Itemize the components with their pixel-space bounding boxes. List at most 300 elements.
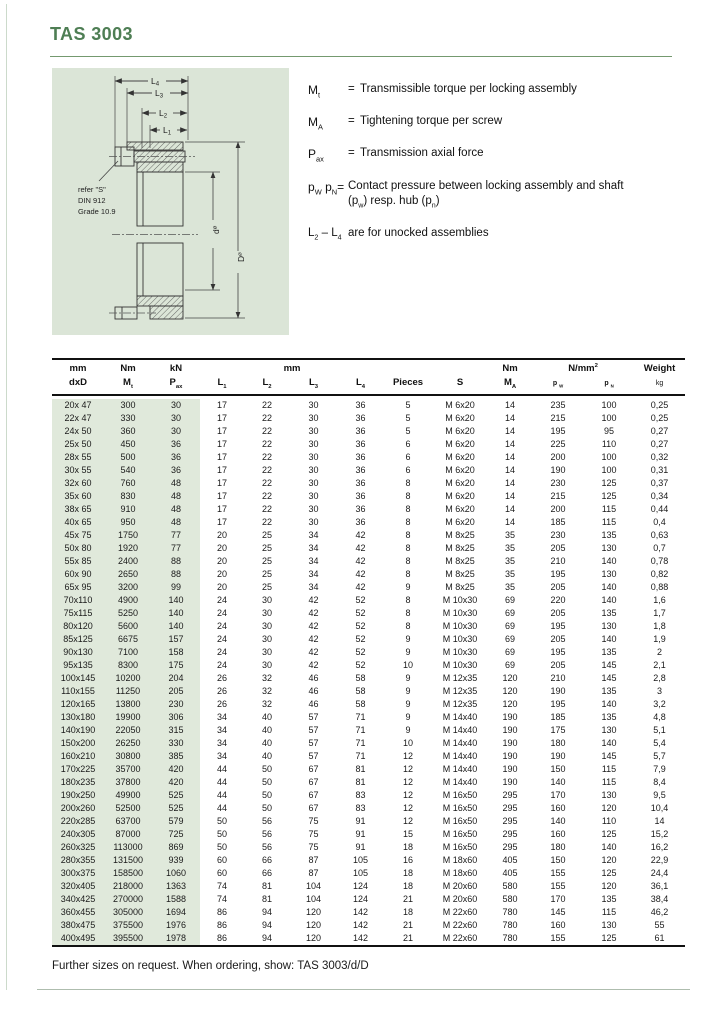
table-row xyxy=(52,477,685,490)
table-cell: 26 xyxy=(216,699,227,709)
table-cell: 155 xyxy=(550,868,566,878)
table-cell: 270000 xyxy=(104,893,152,906)
table-cell: 195 xyxy=(550,426,566,436)
table-cell: 20 xyxy=(216,569,227,579)
col-pax: $P_{ax}$ xyxy=(152,375,200,395)
table-cell: 30 xyxy=(261,647,272,657)
table-cell: M 14x40 xyxy=(442,764,478,774)
table-cell: 260x325 xyxy=(52,841,104,854)
table-cell: 1976 xyxy=(152,919,200,932)
table-cell: 30 xyxy=(308,478,319,488)
table-cell: 14 xyxy=(505,465,516,475)
table-cell: 30 xyxy=(261,660,272,670)
table-cell: 190 xyxy=(550,465,566,475)
footer-divider xyxy=(37,989,690,990)
table-cell: 8 xyxy=(405,530,411,540)
unit-mm-lengths: mm xyxy=(283,363,301,374)
table-cell: 205 xyxy=(550,608,566,618)
table-cell: 395500 xyxy=(104,932,152,946)
table-cell: 36 xyxy=(355,517,366,527)
table-cell: 525 xyxy=(152,802,200,815)
table-cell: 35 xyxy=(505,530,516,540)
table-cell: 30 xyxy=(152,399,200,412)
table-cell: 75 xyxy=(308,829,319,839)
table-cell: 30 xyxy=(308,504,319,514)
table-cell: M 6x20 xyxy=(445,439,475,449)
table-cell: 120 xyxy=(502,699,518,709)
table-cell: 780 xyxy=(502,907,518,917)
table-cell: 81 xyxy=(355,764,366,774)
table-cell: 74 xyxy=(216,894,227,904)
table-cell: 130 xyxy=(601,725,617,735)
table-cell: 12 xyxy=(403,764,414,774)
table-cell: 88 xyxy=(152,555,200,568)
table-cell: 60 xyxy=(216,868,227,878)
table-cell: 44 xyxy=(216,777,227,787)
table-cell: 190 xyxy=(550,686,566,696)
table-cell: 36 xyxy=(355,478,366,488)
table-cell: 195 xyxy=(550,647,566,657)
table-cell: 6 xyxy=(405,465,411,475)
table-cell: 1588 xyxy=(152,893,200,906)
table-cell: 145 xyxy=(550,907,566,917)
table-cell: M 8x25 xyxy=(445,530,475,540)
table-cell: 67 xyxy=(308,790,319,800)
table-cell: 17 xyxy=(216,452,227,462)
table-cell: 48 xyxy=(152,477,200,490)
table-cell: 1363 xyxy=(152,880,200,893)
table-cell: 55 xyxy=(654,920,665,930)
table-cell: M 8x25 xyxy=(445,582,475,592)
table-cell: 140 xyxy=(152,607,200,620)
table-cell: 158500 xyxy=(104,867,152,880)
table-cell: M 14x40 xyxy=(442,725,478,735)
table-cell: M 6x20 xyxy=(445,465,475,475)
table-cell: 25 xyxy=(261,582,272,592)
table-cell: 5,7 xyxy=(653,751,666,761)
table-cell: 142 xyxy=(353,907,369,917)
table-cell: 34 xyxy=(216,751,227,761)
table-cell: 105 xyxy=(353,855,369,865)
table-cell: 42 xyxy=(308,621,319,631)
table-cell: 36 xyxy=(355,439,366,449)
table-cell: M 16x50 xyxy=(442,829,478,839)
table-cell: 30 xyxy=(308,413,319,423)
table-row xyxy=(52,451,685,464)
table-cell: 230 xyxy=(550,478,566,488)
table-cell: 140 xyxy=(601,842,617,852)
table-cell: 24x 50 xyxy=(52,425,104,438)
table-cell: 58 xyxy=(355,699,366,709)
table-cell: 50 xyxy=(261,777,272,787)
table-cell: 142 xyxy=(353,933,369,943)
table-cell: 8 xyxy=(405,569,411,579)
table-cell: 40 xyxy=(261,725,272,735)
unit-nm-ma: Nm xyxy=(502,363,518,374)
table-cell: 25 xyxy=(261,556,272,566)
table-cell: 24 xyxy=(216,634,227,644)
table-cell: 140 xyxy=(601,699,617,709)
table-cell: 30 xyxy=(261,634,272,644)
table-cell: 125 xyxy=(601,478,617,488)
table-cell: 34 xyxy=(216,712,227,722)
table-cell: 0,31 xyxy=(650,465,669,475)
table-cell: 6 xyxy=(405,439,411,449)
table-cell: 0,7 xyxy=(653,543,666,553)
unit-kn: kN xyxy=(169,363,183,374)
table-cell: 0,27 xyxy=(650,439,669,449)
table-cell: 190 xyxy=(502,777,518,787)
table-row xyxy=(52,880,685,893)
table-cell: 25x 50 xyxy=(52,438,104,451)
table-cell: 44 xyxy=(216,764,227,774)
table-cell: 9,5 xyxy=(653,790,666,800)
table-cell: 50x 80 xyxy=(52,542,104,555)
table-cell: 8 xyxy=(405,543,411,553)
table-cell: 34 xyxy=(216,738,227,748)
table-cell: 36,1 xyxy=(650,881,669,891)
unit-nm: Nm xyxy=(120,363,136,374)
col-pw: p $_W$ xyxy=(532,375,584,395)
table-cell: M 10x30 xyxy=(442,647,478,657)
table-cell: 87000 xyxy=(104,828,152,841)
table-cell: 125 xyxy=(601,933,617,943)
table-cell: 110 xyxy=(601,816,617,826)
table-row xyxy=(52,399,685,412)
table-cell: 42 xyxy=(355,530,366,540)
table-cell: 295 xyxy=(502,803,518,813)
table-cell: 10 xyxy=(403,660,414,670)
table-cell: 24 xyxy=(216,608,227,618)
table-cell: 22 xyxy=(261,465,272,475)
legend-text-mt: Transmissible torque per locking assembly xyxy=(360,83,577,95)
table-cell: 34 xyxy=(308,556,319,566)
table-cell: 74 xyxy=(216,881,227,891)
table-cell: 9 xyxy=(405,647,411,657)
table-cell: 26 xyxy=(216,686,227,696)
table-cell: 225 xyxy=(550,439,566,449)
table-cell: 42 xyxy=(308,634,319,644)
table-cell: 185 xyxy=(550,517,566,527)
table-cell: 0,78 xyxy=(650,556,669,566)
table-cell: 17 xyxy=(216,478,227,488)
table-row xyxy=(52,672,685,685)
table-cell: 235 xyxy=(550,400,566,410)
table-cell: 83 xyxy=(355,790,366,800)
table-cell: 14 xyxy=(505,517,516,527)
table-cell: 34 xyxy=(216,725,227,735)
table-row xyxy=(52,854,685,867)
table-cell: 52500 xyxy=(104,802,152,815)
table-cell: 939 xyxy=(152,854,200,867)
table-cell: M 20x60 xyxy=(442,881,478,891)
table-cell: 540 xyxy=(104,464,152,477)
table-cell: 57 xyxy=(308,751,319,761)
table-cell: 115 xyxy=(601,907,617,917)
dim-label-D: D⌀ xyxy=(236,252,246,262)
table-cell: 20 xyxy=(216,582,227,592)
table-cell: 30 xyxy=(308,439,319,449)
table-cell: 40x 65 xyxy=(52,516,104,529)
table-cell: 2,8 xyxy=(653,673,666,683)
table-cell: 295 xyxy=(502,816,518,826)
table-row xyxy=(52,802,685,815)
table-cell: 17 xyxy=(216,400,227,410)
table-cell: M 6x20 xyxy=(445,452,475,462)
table-cell: 42 xyxy=(355,543,366,553)
table-cell: 170 xyxy=(550,894,566,904)
table-cell: 30 xyxy=(308,517,319,527)
table-cell: 30 xyxy=(261,621,272,631)
table-cell: 42 xyxy=(355,556,366,566)
table-cell: 110x155 xyxy=(52,685,104,698)
table-row xyxy=(52,581,685,594)
table-cell: 9 xyxy=(405,712,411,722)
table-cell: 205 xyxy=(550,660,566,670)
table-cell: 385 xyxy=(152,750,200,763)
table-row xyxy=(52,685,685,698)
table-cell: 205 xyxy=(550,634,566,644)
table-cell: 300x375 xyxy=(52,867,104,880)
table-cell: 18 xyxy=(403,868,414,878)
table-cell: M 22x60 xyxy=(442,920,478,930)
table-cell: 579 xyxy=(152,815,200,828)
table-cell: 305000 xyxy=(104,906,152,919)
table-cell: 95 xyxy=(604,426,615,436)
table-cell: 180x235 xyxy=(52,776,104,789)
table-cell: 46,2 xyxy=(650,907,669,917)
table-cell: M 16x50 xyxy=(442,816,478,826)
col-ma: $M_A$ xyxy=(488,375,532,395)
table-row xyxy=(52,789,685,802)
col-kg: kg xyxy=(634,375,685,395)
locking-assembly-drawing xyxy=(52,68,289,335)
table-cell: 70x110 xyxy=(52,594,104,607)
table-row xyxy=(52,815,685,828)
table-cell: 94 xyxy=(261,907,272,917)
table-cell: 140 xyxy=(550,816,566,826)
table-cell: 360 xyxy=(104,425,152,438)
table-cell: 52 xyxy=(355,647,366,657)
table-cell: 36 xyxy=(152,438,200,451)
table-cell: 8 xyxy=(405,595,411,605)
table-cell: 94 xyxy=(261,933,272,943)
table-cell: 1,8 xyxy=(653,621,666,631)
table-cell: 130 xyxy=(601,621,617,631)
table-cell: 12 xyxy=(403,816,414,826)
table-cell: 24 xyxy=(216,621,227,631)
table-cell: 18 xyxy=(403,907,414,917)
table-cell: M 10x30 xyxy=(442,634,478,644)
table-cell: 140 xyxy=(550,777,566,787)
table-row xyxy=(52,438,685,451)
legend-item-mt xyxy=(308,82,708,98)
table-cell: M 14x40 xyxy=(442,751,478,761)
table-cell: 12 xyxy=(403,777,414,787)
table-cell: 20 xyxy=(216,543,227,553)
table-cell: 22 xyxy=(261,413,272,423)
table-cell: 81 xyxy=(261,894,272,904)
table-cell: 0,44 xyxy=(650,504,669,514)
table-cell: 135 xyxy=(601,647,617,657)
table-cell: 100 xyxy=(601,400,617,410)
table-cell: 195 xyxy=(550,699,566,709)
table-cell: 525 xyxy=(152,789,200,802)
table-cell: 35 xyxy=(505,556,516,566)
table-cell: 8 xyxy=(405,517,411,527)
table-cell: 58 xyxy=(355,673,366,683)
table-cell: 11250 xyxy=(104,685,152,698)
table-cell: 140x190 xyxy=(52,724,104,737)
table-cell: 4,8 xyxy=(653,712,666,722)
table-cell: 135 xyxy=(601,686,617,696)
table-cell: 210 xyxy=(550,673,566,683)
table-cell: 9 xyxy=(405,634,411,644)
table-cell: 30800 xyxy=(104,750,152,763)
table-cell: 30 xyxy=(261,595,272,605)
footer-note: Further sizes on request. When ordering, show: TAS 3003/d/D xyxy=(52,960,369,972)
table-cell: 375500 xyxy=(104,919,152,932)
table-cell: 140 xyxy=(152,594,200,607)
table-cell: 19900 xyxy=(104,711,152,724)
table-cell: 71 xyxy=(355,751,366,761)
table-cell: 14 xyxy=(505,491,516,501)
table-cell: 36 xyxy=(152,451,200,464)
table-cell: 10,4 xyxy=(650,803,669,813)
table-cell: 300 xyxy=(104,399,152,412)
table-cell: 155 xyxy=(550,881,566,891)
table-cell: 8 xyxy=(405,621,411,631)
table-cell: 124 xyxy=(353,894,369,904)
table-cell: 205 xyxy=(550,582,566,592)
table-cell: 40 xyxy=(261,712,272,722)
table-cell: 85x125 xyxy=(52,633,104,646)
table-cell: 36 xyxy=(355,400,366,410)
table-cell: M 6x20 xyxy=(445,491,475,501)
table-cell: 204 xyxy=(152,672,200,685)
table-cell: 42 xyxy=(308,608,319,618)
unit-mm: mm xyxy=(69,363,87,374)
table-cell: 14 xyxy=(654,816,665,826)
table-cell: 145 xyxy=(601,660,617,670)
table-cell: 115 xyxy=(601,504,617,514)
table-cell: 200 xyxy=(550,452,566,462)
table-cell: 100 xyxy=(601,465,617,475)
table-cell: 8 xyxy=(405,478,411,488)
table-cell: 9 xyxy=(405,699,411,709)
dim-label-d: d⌀ xyxy=(211,225,221,234)
table-cell: 69 xyxy=(505,608,516,618)
table-cell: 24,4 xyxy=(650,868,669,878)
table-cell: 2650 xyxy=(104,568,152,581)
table-cell: 190 xyxy=(502,738,518,748)
col-pieces: Pieces xyxy=(384,375,432,395)
table-row xyxy=(52,412,685,425)
page-title: TAS 3003 xyxy=(50,24,133,44)
unit-header-row xyxy=(52,359,685,375)
table-cell: 130 xyxy=(601,920,617,930)
table-cell: 340x425 xyxy=(52,893,104,906)
table-cell: 950 xyxy=(104,516,152,529)
table-cell: 330 xyxy=(152,737,200,750)
table-cell: 0,32 xyxy=(650,452,669,462)
table-cell: 34 xyxy=(308,543,319,553)
table-cell: 205 xyxy=(550,543,566,553)
table-cell: 190 xyxy=(502,725,518,735)
table-cell: 34 xyxy=(308,530,319,540)
table-row xyxy=(52,906,685,919)
table-cell: 48 xyxy=(152,503,200,516)
table-cell: 35x 60 xyxy=(52,490,104,503)
table-cell: 22 xyxy=(261,478,272,488)
table-row xyxy=(52,750,685,763)
table-cell: 80x120 xyxy=(52,620,104,633)
table-cell: 5 xyxy=(405,400,411,410)
table-cell: 580 xyxy=(502,894,518,904)
table-cell: 180 xyxy=(550,842,566,852)
col-l4: $L_4$ xyxy=(337,375,384,395)
table-cell: 150 xyxy=(550,855,566,865)
table-cell: 50 xyxy=(216,842,227,852)
table-cell: 500 xyxy=(104,451,152,464)
table-cell: 81 xyxy=(261,881,272,891)
table-cell: 0,82 xyxy=(650,569,669,579)
table-cell: 30 xyxy=(308,452,319,462)
table-cell: 69 xyxy=(505,595,516,605)
table-cell: 1,7 xyxy=(653,608,666,618)
table-cell: 400x495 xyxy=(52,932,104,946)
table-cell: M 14x40 xyxy=(442,777,478,787)
table-cell: 14 xyxy=(505,413,516,423)
table-cell: 38,4 xyxy=(650,894,669,904)
table-cell: M 10x30 xyxy=(442,621,478,631)
table-cell: 180 xyxy=(550,738,566,748)
table-cell: 6 xyxy=(405,452,411,462)
table-cell: 218000 xyxy=(104,880,152,893)
table-cell: 35 xyxy=(505,582,516,592)
table-cell: 20x 47 xyxy=(52,399,104,412)
table-cell: 100 xyxy=(601,452,617,462)
table-cell: 14 xyxy=(505,478,516,488)
table-cell: M 14x40 xyxy=(442,738,478,748)
table-cell: 17 xyxy=(216,413,227,423)
unit-weight: Weight xyxy=(643,363,676,374)
table-cell: 30 xyxy=(152,412,200,425)
col-l1: $L_1$ xyxy=(200,375,244,395)
table-cell: 30 xyxy=(308,465,319,475)
table-cell: 86 xyxy=(216,920,227,930)
table-cell: 220x285 xyxy=(52,815,104,828)
col-pn: p $_N$ xyxy=(584,375,634,395)
table-row xyxy=(52,620,685,633)
table-cell: M 22x60 xyxy=(442,907,478,917)
table-cell: 160 xyxy=(550,829,566,839)
table-cell: 158 xyxy=(152,646,200,659)
table-cell: 91 xyxy=(355,842,366,852)
table-cell: 35700 xyxy=(104,763,152,776)
table-cell: 50 xyxy=(261,803,272,813)
table-cell: 1,9 xyxy=(653,634,666,644)
table-cell: 8 xyxy=(405,491,411,501)
table-cell: 7,9 xyxy=(653,764,666,774)
table-cell: 120x165 xyxy=(52,698,104,711)
table-cell: 125 xyxy=(601,491,617,501)
table-cell: 330 xyxy=(104,412,152,425)
table-row xyxy=(52,724,685,737)
table-cell: 140 xyxy=(152,620,200,633)
table-cell: 32x 60 xyxy=(52,477,104,490)
table-cell: 130 xyxy=(601,569,617,579)
